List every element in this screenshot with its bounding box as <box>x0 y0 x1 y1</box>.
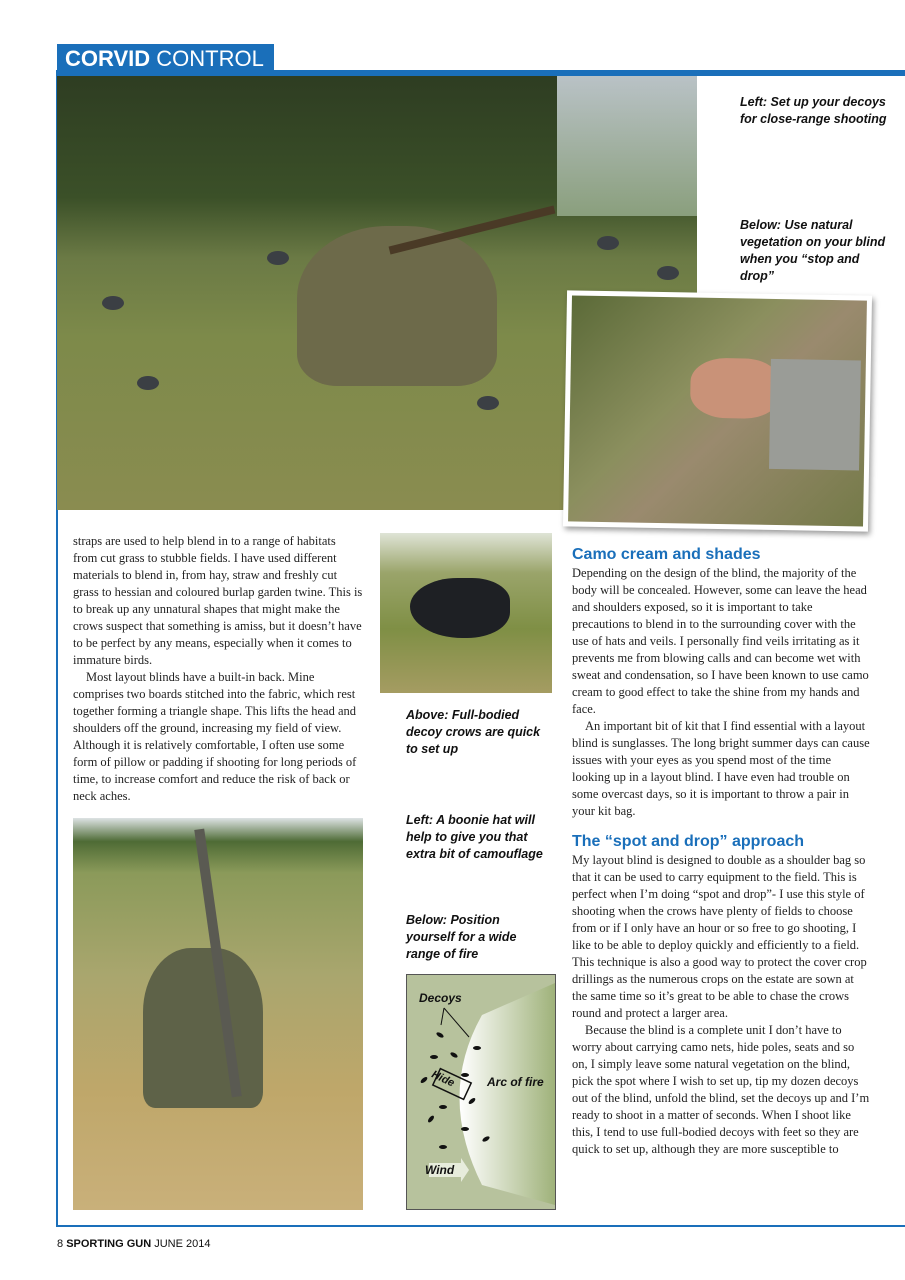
frame-bottom-rule <box>56 1225 905 1227</box>
arc-of-fire-zone <box>460 983 556 1205</box>
paragraph: straps are used to help blend in to a range of habitats from cut grass to stubble fields. I have used different materials to blend in, from hay, straw and freshly cut grass to hessian and coloured burlap garden twine. This is to break up any unnatural shapes that might make the crows suspect that something is amiss, but it doesn’t have to be perfect by any means, especially when it comes to immature birds. <box>73 534 363 667</box>
label-hide: Hide <box>429 1068 457 1090</box>
paragraph: My layout blind is designed to double as a shoulder bag so that it can be used to carry equipment to the field. This is perfect when I’m doing “spot and drop”- I use this style of shooting when the crows have plenty of fields to choose from or if I only have an hour or so free to go shooting, I like to be able to deploy quickly and efficiently to a field. This technique is also a good way to protect the cover crop drillings as the numerous crops on the estate are sown at the same time so it’s great to be able to chase the crows round and protect a larger area. <box>572 853 867 1020</box>
caption-top-below: Below: Use natural vegetation on your blind when you “stop and drop” <box>740 218 886 283</box>
left-column-text <box>73 533 363 805</box>
crow-decoy-photo <box>380 533 552 693</box>
page-footer <box>57 1238 210 1250</box>
paragraph: Most layout blinds have a built-in back. Mine comprises two boards stitched into the fabric, which rest together forming a triangle shape. This lifts the head and shoulders off the ground, increasing my field of view. Although it is relatively comfortable, I often use some form of pillow or padding if shooting for long periods of time, to increase comfort and reduce the risk of back or neck aches. <box>73 670 357 803</box>
right-column <box>572 545 870 1158</box>
caption-top-left: Left: Set up your decoys for close-range shooting <box>740 95 887 126</box>
heading-camo-cream: Camo cream and shades <box>572 546 761 563</box>
section-light: CONTROL <box>156 46 264 71</box>
inset-photo-hand-vegetation <box>563 290 872 531</box>
label-arc-of-fire: Arc of fire <box>487 1075 544 1089</box>
section-bold: CORVID <box>65 46 151 71</box>
issue-date: JUNE 2014 <box>154 1238 211 1250</box>
page-number: 8 <box>57 1238 64 1250</box>
label-decoys: Decoys <box>419 991 462 1005</box>
section-tag <box>57 44 274 74</box>
spot-and-drop-text <box>572 852 870 1158</box>
arc-of-fire-diagram <box>406 974 556 1210</box>
caption-boonie-left: Left: A boonie hat will help to give you that extra bit of camouflage <box>406 813 543 861</box>
heading-spot-and-drop: The “spot and drop” approach <box>572 833 805 850</box>
paragraph: Depending on the design of the blind, the majority of the body will be concealed. However, some can leave the head and shoulders exposed, so it is important to take precautions to blend in to the surrounding cover with the use of hats and veils. I personally find veils irritating as it prevents me from blowing calls and can become wet with sweat and condensation, so I have been known to use camo cream to good effect to take the shine from my hands and face. <box>572 566 869 716</box>
paragraph: Because the blind is a complete unit I don’t have to worry about carrying camo nets, hide poles, seats and so on, I simply leave some natural vegetation on the blind, pick the spot where I wish to set up, tip my dozen decoys out of the blind, unfold the blind, set the decoys up and I’m ready to shoot in a matter of seconds. When I shoot like this, I tend to use full-bodied decoys with feet so they are quick to set up, although they are more susceptible to <box>572 1023 870 1156</box>
caption-diagram-below: Below: Position yourself for a wide range of fire <box>406 913 517 961</box>
boonie-hat-shooter-photo <box>73 818 363 1210</box>
label-wind: Wind <box>425 1163 455 1177</box>
magazine-name: SPORTING GUN <box>66 1238 152 1250</box>
caption-crow-above: Above: Full-bodied decoy crows are quick to set up <box>406 708 541 756</box>
camo-cream-text <box>572 565 870 820</box>
paragraph: An important bit of kit that I find essential with a layout blind is sunglasses. The long bright summer days can cause issues with your eyes as you spend most of the time looking up in a layout blind. I have even had trouble on some overcast days, so it is important to throw a pair in your kit bag. <box>572 719 870 818</box>
